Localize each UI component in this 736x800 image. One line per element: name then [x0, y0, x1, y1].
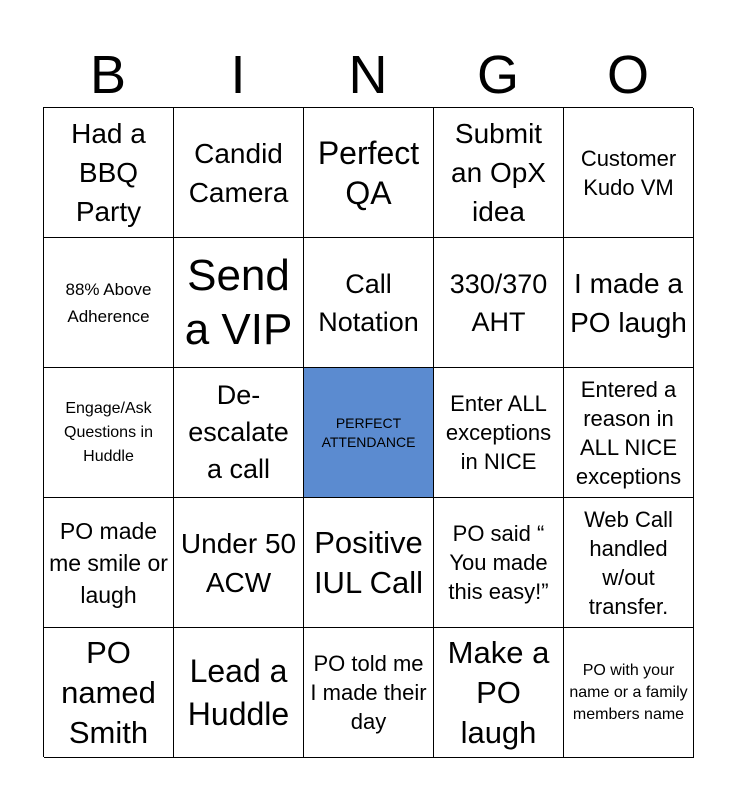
bingo-cell[interactable] — [44, 108, 174, 238]
bingo-cell[interactable] — [434, 628, 564, 758]
bingo-cell[interactable] — [174, 628, 304, 758]
bingo-cell[interactable] — [44, 498, 174, 628]
bingo-cell[interactable] — [174, 108, 304, 238]
bingo-cell[interactable] — [434, 498, 564, 628]
bingo-cell[interactable] — [564, 238, 694, 368]
header-letter-b: B — [89, 45, 127, 105]
bingo-cell[interactable] — [434, 108, 564, 238]
bingo-cell[interactable] — [564, 628, 694, 758]
cell-text: 330/370 AHT — [449, 268, 548, 337]
bingo-cell[interactable] — [564, 368, 694, 498]
cell-text: PO with your name or a family members name — [569, 661, 688, 723]
header-letter-o: O — [606, 45, 649, 105]
bingo-cell[interactable] — [434, 368, 564, 498]
header-letter-n: N — [348, 45, 388, 105]
bingo-cell[interactable] — [304, 108, 434, 238]
bingo-cell[interactable] — [174, 498, 304, 628]
cell-text: I made a PO laugh — [570, 267, 687, 338]
bingo-cell[interactable] — [564, 498, 694, 628]
cell-text: Make a PO laugh — [447, 634, 550, 750]
cell-text: Lead a Huddle — [187, 652, 290, 732]
bingo-cell[interactable] — [174, 368, 304, 498]
bingo-cell[interactable] — [44, 368, 174, 498]
cell-text: De-escalate a call — [188, 380, 289, 484]
cell-text: Send a VIP — [184, 250, 293, 354]
bingo-cell[interactable] — [44, 238, 174, 368]
cell-text: Under 50 ACW — [180, 527, 297, 598]
bingo-cell[interactable] — [44, 628, 174, 758]
bingo-cell[interactable] — [304, 238, 434, 368]
cell-text: Submit an OpX idea — [451, 118, 546, 227]
cell-text: PO said “ You made this easy!” — [448, 521, 549, 604]
bingo-cell[interactable] — [434, 238, 564, 368]
cell-text: Customer Kudo VM — [580, 145, 677, 200]
bingo-cell[interactable] — [304, 628, 434, 758]
cell-text: Web Call handled w/out transfer. — [584, 506, 673, 619]
cell-text: Had a BBQ Party — [71, 118, 146, 227]
cell-text: 88% Above Adherence — [65, 279, 152, 326]
cell-text: PO named Smith — [61, 634, 156, 750]
cell-text: Entered a reason in ALL NICE exceptions — [575, 376, 682, 489]
cell-text: PO told me I made their day — [310, 651, 427, 734]
free-space-cell[interactable] — [304, 368, 434, 498]
header-letter-i: I — [230, 45, 246, 105]
bingo-header — [43, 42, 693, 108]
cell-text: Enter ALL exceptions in NICE — [445, 391, 552, 474]
cell-text: Call Notation — [318, 268, 419, 337]
cell-text: Positive IUL Call — [313, 524, 424, 600]
cell-text: Perfect QA — [317, 134, 420, 211]
cell-text: Engage/Ask Questions in Huddle — [64, 399, 153, 465]
bingo-cell[interactable] — [564, 108, 694, 238]
bingo-cell[interactable] — [304, 498, 434, 628]
header-letter-g: G — [476, 45, 519, 105]
cell-text: PERFECT ATTENDANCE — [321, 414, 416, 450]
cell-text: PO made me smile or laugh — [49, 517, 168, 608]
bingo-board — [43, 107, 693, 757]
bingo-cell[interactable] — [174, 238, 304, 368]
cell-text: Candid Camera — [188, 137, 289, 208]
